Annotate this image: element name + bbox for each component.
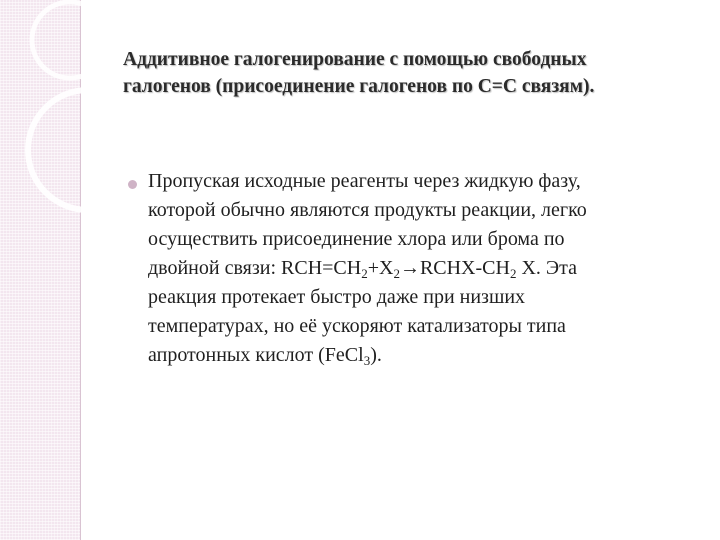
title-line: Аддитивное галогенирование с помощью свободных (123, 49, 587, 70)
subscript: 2 (509, 266, 517, 281)
decorative-side-band (0, 0, 81, 540)
text-line-formula (148, 341, 696, 370)
title-line: галогенов (присоединение галогенов по С=С связям). (123, 76, 595, 97)
formula-text: ). (370, 344, 382, 366)
subscript: 3 (363, 353, 371, 368)
slide-title (123, 46, 708, 100)
bullet-marker-icon (128, 180, 137, 189)
subscript: 2 (393, 266, 400, 281)
formula-text: апротонных кислот (FeCl (148, 344, 364, 366)
equation-text: +X (367, 257, 394, 279)
equation-text: X. Эта (516, 257, 577, 279)
text-line: Пропуская исходные реагенты через жидкую фазу, (148, 170, 581, 192)
text-line: температурах, но её ускоряют катализаторы типа (148, 315, 566, 337)
text-line-equation (148, 254, 696, 283)
text-line: реакция протекает быстро даже при низших (148, 286, 526, 308)
equation-text: двойной связи: RCH=CH (148, 257, 362, 279)
subscript: 2 (361, 266, 368, 281)
equation-text: →RCHX-CH (399, 257, 510, 279)
text-line: осуществить присоединение хлора или брома по (148, 228, 565, 250)
text-line: которой обычно являются продукты реакции, легко (148, 199, 587, 221)
bullet-text (148, 167, 696, 370)
